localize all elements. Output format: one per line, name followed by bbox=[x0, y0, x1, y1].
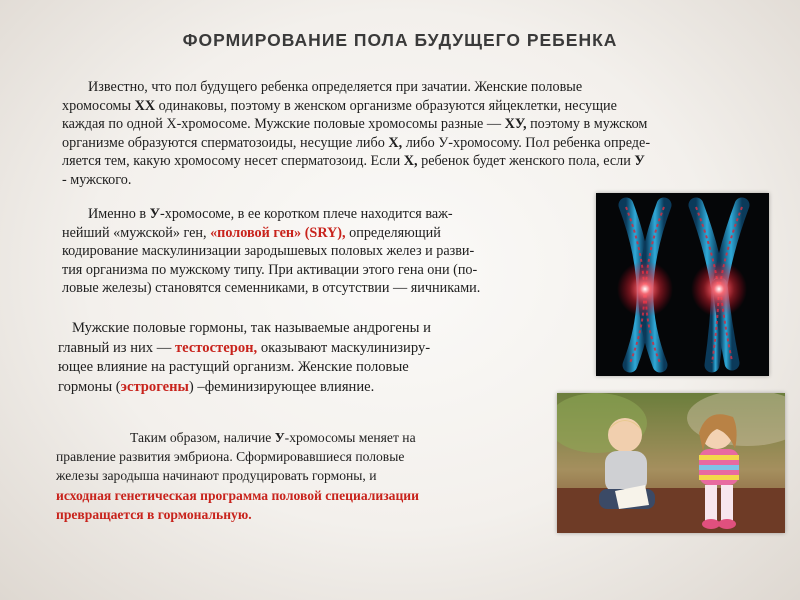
testosterone-highlight: тестостерон, bbox=[175, 339, 258, 356]
text-line: правление развития эмбриона. Сформировавшиеся половые bbox=[56, 449, 405, 465]
text-line: - мужского. bbox=[62, 171, 132, 188]
text-line: нейший «мужской» ген, «половой ген» (SRY), определяющий bbox=[62, 224, 441, 241]
sry-gene-highlight: «половой ген» (SRY), bbox=[210, 224, 346, 241]
text-line: тия организма по мужскому типу. При активации этого гена они (по- bbox=[62, 261, 478, 278]
slide-title: ФОРМИРОВАНИЕ ПОЛА БУДУЩЕГО РЕБЕНКА bbox=[182, 30, 618, 50]
text-line-highlight: превращается в гормональную. bbox=[56, 506, 252, 522]
text-line: ловые железы) становятся семенниками, в отсутствии — яичниками. bbox=[62, 280, 481, 297]
paragraph-conclusion bbox=[56, 428, 542, 524]
text-line: Известно, что пол будущего ребенка определяется при зачатии. Женские половые bbox=[88, 79, 583, 95]
text-line: ляется тем, какую хромосому несет сперматозоид. Если Х, ребенок будет женского пола, если У bbox=[62, 153, 645, 170]
text-line: Именно в У-хромосоме, в ее коротком плече находится важ- bbox=[88, 206, 453, 222]
xy-chromosomes-image bbox=[596, 193, 769, 376]
text-line: хромосомы ХХ одинаковы, поэтому в женском организме образуются яйцеклетки, несущие bbox=[62, 97, 617, 114]
text-line-highlight: исходная генетическая программа половой специализации bbox=[56, 487, 419, 503]
text-line: гормоны (эстрогены) –феминизирующее влияние. bbox=[58, 378, 375, 395]
text-line: кодирование маскулинизации зародышевых половых желез и разви- bbox=[62, 243, 475, 260]
text-line: организме образуются сперматозоиды, несущие либо Х, либо У-хромосому. Пол ребенка опреде- bbox=[62, 134, 651, 151]
text-line: каждая по одной Х-хромосоме. Мужские половые хромосомы разные — ХУ, поэтому в мужском bbox=[62, 116, 648, 133]
text-line: ющее влияние на растущий организм. Женские половые bbox=[58, 359, 409, 376]
text-line: Мужские половые гормоны, так называемые андрогены и bbox=[72, 320, 431, 336]
estrogen-highlight: эстрогены bbox=[120, 378, 189, 395]
children-photo bbox=[557, 393, 785, 533]
text-line: главный из них — тестостерон, оказывают маскулинизиру- bbox=[58, 339, 431, 356]
text-line: Таким образом, наличие У-хромосомы меняет на bbox=[130, 430, 416, 445]
paragraph-hormones bbox=[58, 319, 550, 397]
paragraph-sry-gene bbox=[62, 205, 568, 298]
paragraph-sex-determination bbox=[62, 78, 762, 190]
text-line: железы зародыша начинают продуцировать гормоны, и bbox=[56, 468, 377, 484]
